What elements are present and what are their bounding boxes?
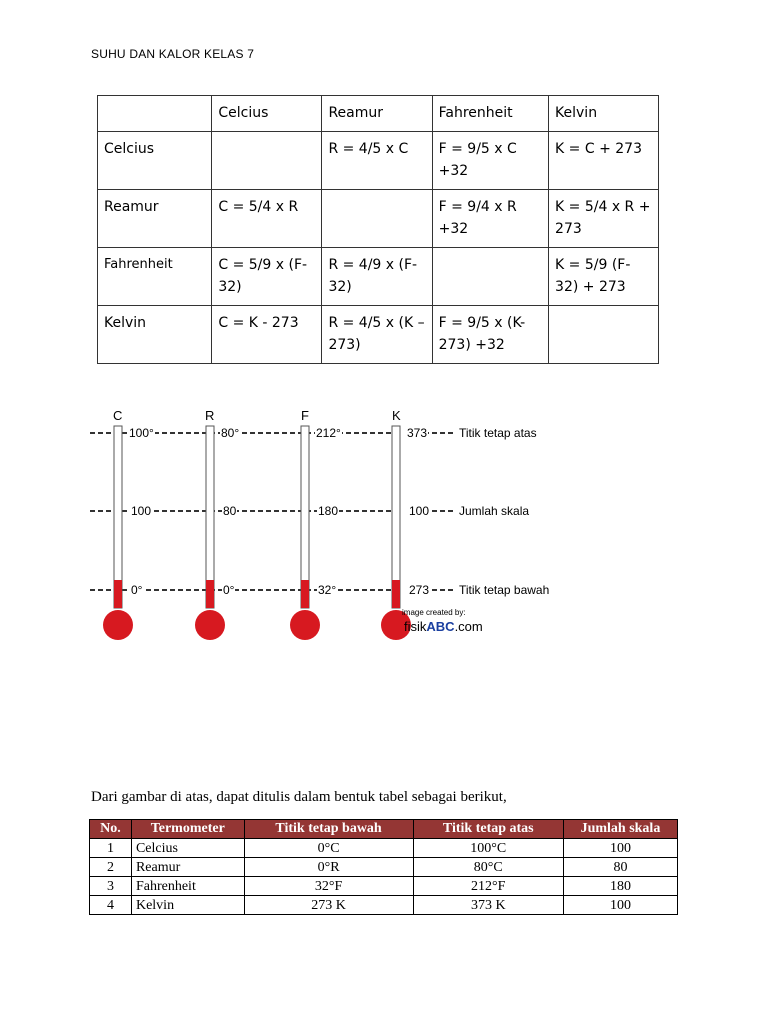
thermometer-c xyxy=(103,426,133,640)
r-range-value: 80 xyxy=(223,504,237,518)
table-cell: 212°F xyxy=(413,877,563,896)
header-cell: Jumlah skala xyxy=(563,820,677,839)
thermometer-r xyxy=(195,426,225,640)
table-cell: K = 5/9 (F-32) + 273 xyxy=(549,248,659,306)
table-cell: 0°R xyxy=(244,858,413,877)
table-cell: F = 9/5 x C +32 xyxy=(432,132,548,190)
document-title: SUHU DAN KALOR KELAS 7 xyxy=(91,47,255,61)
table-row xyxy=(98,132,659,190)
table-cell: 100 xyxy=(563,896,677,915)
table-cell: R = 4/5 x (K – 273) xyxy=(322,306,432,364)
header-cell: Titik tetap atas xyxy=(413,820,563,839)
scale-letter-r: R xyxy=(205,408,215,423)
table-cell: C = 5/4 x R xyxy=(212,190,322,248)
f-lower-value: 32° xyxy=(318,583,337,597)
row-label: Reamur xyxy=(98,190,212,248)
table-cell xyxy=(549,306,659,364)
table-cell: K = 5/4 x R + 273 xyxy=(549,190,659,248)
header-cell: Reamur xyxy=(322,96,432,132)
credit-com: .com xyxy=(454,619,483,634)
table-row xyxy=(90,839,678,858)
table-cell: 373 K xyxy=(413,896,563,915)
c-lower-value: 0° xyxy=(131,583,143,597)
thermometer-f xyxy=(290,426,320,640)
table-row xyxy=(98,190,659,248)
table-cell: 32°F xyxy=(244,877,413,896)
credit-abc: ABC xyxy=(426,619,455,634)
thermometer-figure xyxy=(88,400,568,650)
r-upper-value: 80° xyxy=(221,426,240,440)
table-cell: C = K - 273 xyxy=(212,306,322,364)
row-label: Celcius xyxy=(98,132,212,190)
summary-table xyxy=(89,819,678,915)
table-cell: F = 9/5 x (K-273) +32 xyxy=(432,306,548,364)
table-cell: 100°C xyxy=(413,839,563,858)
k-lower-value: 273 xyxy=(409,583,430,597)
header-cell: Titik tetap bawah xyxy=(244,820,413,839)
header-cell: Kelvin xyxy=(549,96,659,132)
table-cell: F = 9/4 x R +32 xyxy=(432,190,548,248)
c-range-value: 100 xyxy=(131,504,152,518)
table-cell: Fahrenheit xyxy=(131,877,244,896)
table-cell: 1 xyxy=(90,839,132,858)
table-cell: 2 xyxy=(90,858,132,877)
credit-text: image created by: xyxy=(402,608,466,617)
row-label: Fahrenheit xyxy=(98,248,212,306)
table-row xyxy=(98,248,659,306)
table-cell: 100 xyxy=(563,839,677,858)
table-cell xyxy=(432,248,548,306)
table-cell: Celcius xyxy=(131,839,244,858)
table-row xyxy=(90,896,678,915)
lower-fixed-label: Titik tetap bawah xyxy=(459,583,550,597)
k-range-value: 100 xyxy=(409,504,430,518)
header-cell: No. xyxy=(90,820,132,839)
r-lower-value: 0° xyxy=(223,583,235,597)
scale-letter-k: K xyxy=(392,408,401,423)
table-cell: K = C + 273 xyxy=(549,132,659,190)
table-cell: 180 xyxy=(563,877,677,896)
credit-logo xyxy=(404,619,483,634)
table-cell: Reamur xyxy=(131,858,244,877)
scale-letter-f: F xyxy=(301,408,309,423)
header-cell xyxy=(98,96,212,132)
table-row xyxy=(98,306,659,364)
table-cell: 273 K xyxy=(244,896,413,915)
f-range-value: 180 xyxy=(318,504,339,518)
paragraph: Dari gambar di atas, dapat ditulis dalam bentuk tabel sebagai berikut, xyxy=(91,789,507,805)
range-label: Jumlah skala xyxy=(459,504,530,518)
summary-header-row xyxy=(90,820,678,839)
f-upper-value: 212° xyxy=(316,426,341,440)
header-cell: Celcius xyxy=(212,96,322,132)
table-cell: 80 xyxy=(563,858,677,877)
header-cell: Fahrenheit xyxy=(432,96,548,132)
table-cell xyxy=(322,190,432,248)
table-cell: 0°C xyxy=(244,839,413,858)
c-upper-value: 100° xyxy=(129,426,154,440)
table-cell: 4 xyxy=(90,896,132,915)
conversion-table xyxy=(97,95,659,364)
table-cell: C = 5/9 x (F-32) xyxy=(212,248,322,306)
table-row xyxy=(90,877,678,896)
upper-fixed-label: Titik tetap atas xyxy=(459,426,537,440)
table-cell: R = 4/9 x (F-32) xyxy=(322,248,432,306)
table-cell xyxy=(212,132,322,190)
table-cell: Kelvin xyxy=(131,896,244,915)
row-label: Kelvin xyxy=(98,306,212,364)
scale-letter-c: C xyxy=(113,408,123,423)
table-cell: R = 4/5 x C xyxy=(322,132,432,190)
table-cell: 3 xyxy=(90,877,132,896)
table-cell: 80°C xyxy=(413,858,563,877)
header-cell: Termometer xyxy=(131,820,244,839)
table-row xyxy=(90,858,678,877)
conversion-table-header xyxy=(98,96,659,132)
k-upper-value: 373 xyxy=(407,426,428,440)
credit-fisik: fisik xyxy=(404,619,427,634)
